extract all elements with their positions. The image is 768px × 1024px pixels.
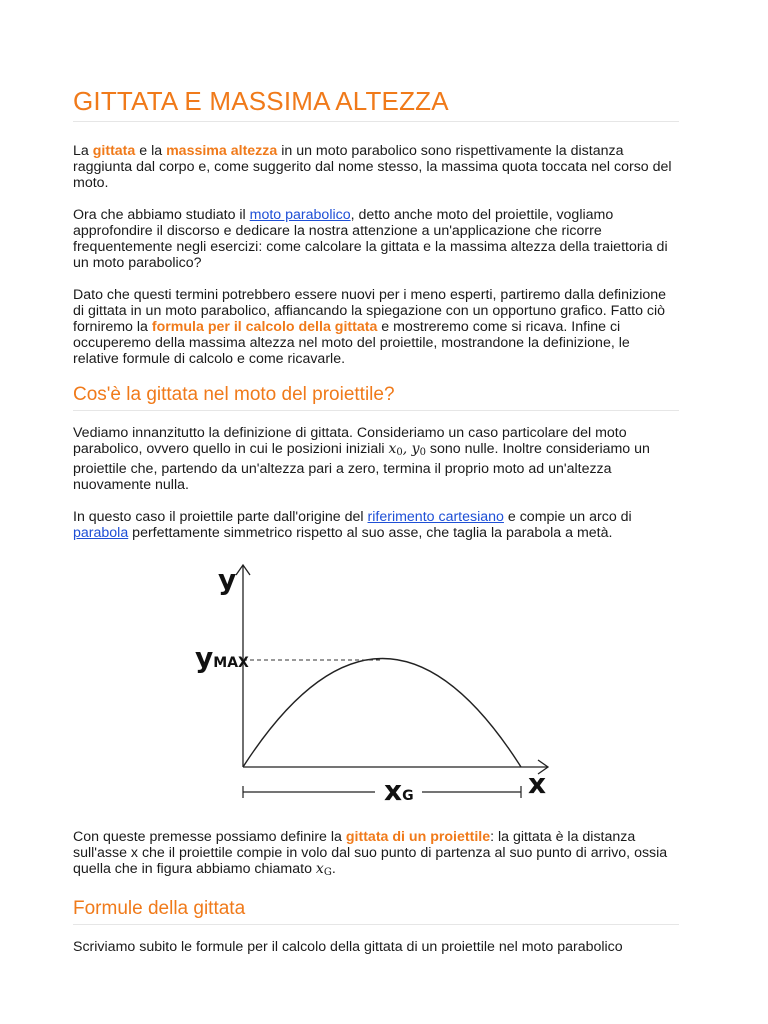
math-sub: G	[323, 867, 332, 878]
math-x: x	[315, 861, 324, 877]
highlight-massima-altezza: massima altezza	[166, 143, 278, 159]
ymax-main: y	[195, 641, 214, 674]
highlight-formula-gittata: formula per il calcolo della gittata	[151, 319, 378, 335]
math-sep: ,	[402, 441, 412, 457]
article	[73, 86, 679, 541]
paragraph-text: perfettamente simmetrico rispetto al suo asse, che taglia la parabola a metà.	[128, 525, 613, 541]
section1-paragraph-2	[73, 509, 679, 541]
intro-text: La	[73, 143, 93, 159]
y-axis-label: y	[218, 563, 237, 596]
paragraph-text: e mostreremo come si ricava. Infine ci occuperemo della massima altezza nel moto del proiettile, mostrandone la definizione, le relative formule di calcolo e come ricavarle.	[73, 319, 630, 367]
highlight-gittata: gittata	[92, 143, 136, 159]
paragraph-text: .	[331, 861, 336, 877]
paragraph-text: sono nulle. Inoltre consideriamo un proiettile che, partendo da un'altezza pari a zero, termina il proprio moto ad un'altezza nuovamente nulla.	[73, 441, 650, 493]
section-heading-formule: Formule della gittata	[73, 898, 679, 925]
math-x: x	[388, 441, 397, 457]
x-axis-label: x	[528, 767, 547, 800]
page-title: GITTATA E MASSIMA ALTEZZA	[73, 86, 679, 122]
xg-sub: G	[402, 788, 414, 804]
paragraph-text: , detto anche moto del proiettile, vogliamo approfondire il discorso e dedicare la nostra attenzione a un'applicazione che ricorre frequentemente negli esercizi: come calcolare la gittata e la massima altezza della traiettoria di un moto parabolico?	[73, 207, 668, 271]
link-parabola[interactable]: parabola	[73, 525, 129, 541]
paragraph-3	[73, 287, 679, 367]
article-continued	[73, 829, 679, 955]
link-moto-parabolico[interactable]: moto parabolico	[249, 207, 351, 223]
section1-paragraph-1	[73, 425, 679, 493]
trajectory-curve	[243, 659, 521, 768]
paragraph-text: Dato che questi termini potrebbero essere nuovi per i meno esperti, partiremo dalla definizione di gittata in un moto parabolico, affiancando la spiegazione con un opportuno grafico. Fatto ciò forniremo la	[73, 287, 667, 335]
math-sub: 0	[419, 447, 426, 458]
math-xg	[316, 861, 332, 877]
xg-label	[384, 774, 414, 805]
section-heading-gittata: Cos'è la gittata nel moto del proiettile?	[73, 384, 679, 411]
math-x0-y0	[388, 441, 425, 457]
intro-text: e la	[135, 143, 167, 159]
xg-main: x	[384, 774, 403, 805]
paragraph-text: Vediamo innanzitutto la definizione di gittata. Consideriamo un caso particolare del moto parabolico, ovvero quello in cui le posizioni iniziali	[73, 425, 627, 457]
paragraph-text: Con queste premesse possiamo definire la	[73, 829, 346, 845]
parabola-diagram	[190, 555, 560, 805]
section1-paragraph-3	[73, 829, 679, 881]
intro-text: in un moto parabolico sono rispettivamente la distanza raggiunta dal corpo e, come suggerito dal nome stesso, la massima quota toccata nel corso del moto.	[73, 143, 672, 191]
paragraph-text: In questo caso il proiettile parte dall'origine del	[73, 509, 368, 525]
ymax-label	[195, 641, 249, 674]
paragraph-text: : la gittata è la distanza sull'asse x che il proiettile compie in volo dal suo punto di partenza al suo punto di arrivo, ossia quella che in figura abbiamo chiamato	[73, 829, 668, 877]
highlight-gittata-proiettile: gittata di un proiettile	[345, 829, 491, 845]
paragraph-text: e compie un arco di	[503, 509, 632, 525]
math-y: y	[411, 441, 420, 457]
section2-paragraph-1: Scriviamo subito le formule per il calcolo della gittata di un proiettile nel moto parabolico	[73, 939, 623, 955]
math-sub: 0	[396, 447, 403, 458]
link-riferimento-cartesiano[interactable]: riferimento cartesiano	[367, 509, 504, 525]
paragraph-2	[73, 207, 679, 271]
paragraph-text: Ora che abbiamo studiato il	[73, 207, 250, 223]
trajectory-figure	[190, 555, 560, 805]
intro-paragraph	[73, 143, 679, 191]
ymax-sub: MAX	[213, 655, 249, 671]
